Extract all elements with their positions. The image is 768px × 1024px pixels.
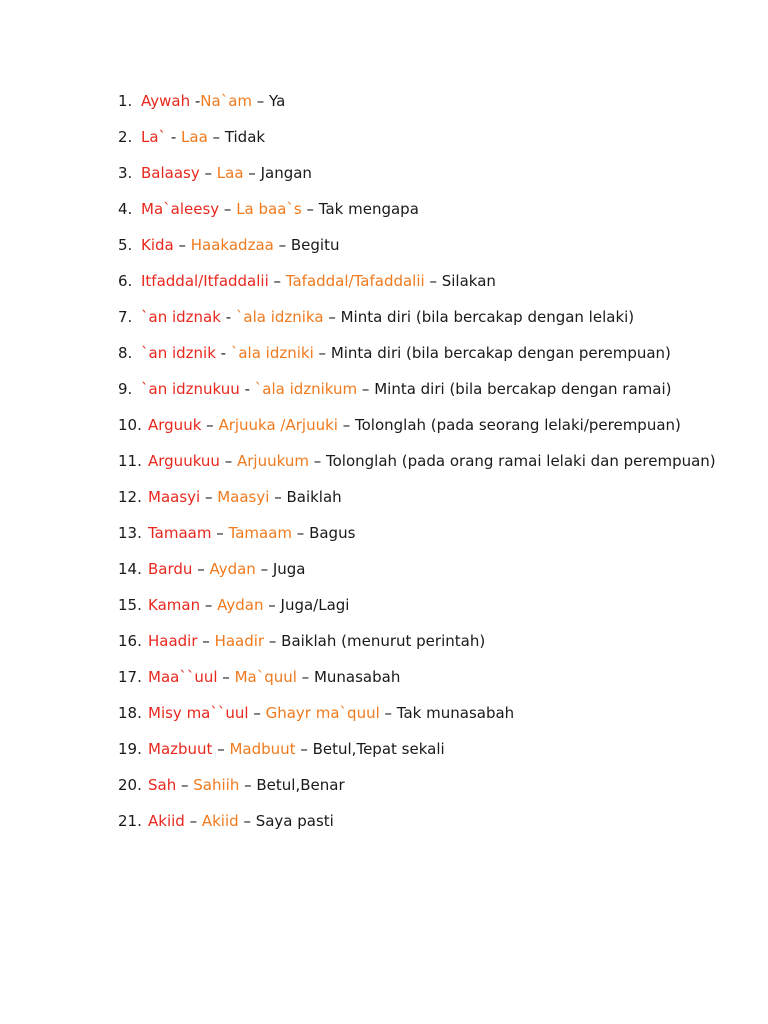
- separator: –: [357, 380, 375, 398]
- separator: –: [379, 704, 397, 722]
- separator: –: [200, 596, 218, 614]
- separator: –: [207, 128, 225, 146]
- standard-term: Ghayr ma`quul: [265, 704, 380, 722]
- item-number: 6.: [118, 272, 133, 290]
- dialect-term: Kaman: [148, 596, 201, 614]
- standard-term: Maasyi: [217, 488, 270, 506]
- separator: –: [313, 344, 331, 362]
- list-item: [118, 272, 718, 290]
- separator: –: [252, 92, 270, 110]
- list-item: [118, 524, 718, 542]
- item-number: 10.: [118, 416, 142, 434]
- dialect-term: Mazbuut: [148, 740, 213, 758]
- meaning: Tolonglah (pada orang ramai lelaki dan perempuan): [326, 452, 716, 470]
- list-item: [118, 812, 718, 830]
- item-number: 5.: [118, 236, 133, 254]
- separator: –: [219, 200, 237, 218]
- item-number: 17.: [118, 668, 142, 686]
- dialect-term: Maasyi: [148, 488, 201, 506]
- standard-term: Haadir: [214, 632, 265, 650]
- separator: –: [201, 416, 219, 434]
- standard-term: Aydan: [217, 596, 264, 614]
- meaning: Baiklah: [286, 488, 342, 506]
- dialect-term: Haadir: [148, 632, 198, 650]
- dialect-term: Tamaam: [148, 524, 212, 542]
- standard-term: Akiid: [201, 812, 239, 830]
- separator: –: [211, 524, 229, 542]
- item-number: 16.: [118, 632, 142, 650]
- list-item: [118, 560, 718, 578]
- standard-term: Arjuukum: [237, 452, 309, 470]
- item-number: 20.: [118, 776, 142, 794]
- meaning: Begitu: [290, 236, 340, 254]
- meaning: Baiklah (menurut perintah): [281, 632, 486, 650]
- dialect-term: Akiid: [148, 812, 185, 830]
- separator: –: [248, 704, 266, 722]
- separator: –: [269, 488, 287, 506]
- standard-term: Haakadzaa: [190, 236, 274, 254]
- separator: –: [184, 812, 202, 830]
- vocabulary-list: [118, 92, 718, 848]
- dialect-term: Maa``uul: [148, 668, 218, 686]
- list-item: [118, 704, 718, 722]
- list-item: [118, 776, 718, 794]
- list-item: [118, 632, 718, 650]
- list-item: [118, 164, 718, 182]
- item-number: 9.: [118, 380, 133, 398]
- item-number: 21.: [118, 812, 142, 830]
- standard-term: `ala idznika: [235, 308, 324, 326]
- meaning: Silakan: [441, 272, 496, 290]
- dialect-term: Misy ma``uul: [148, 704, 249, 722]
- meaning: Minta diri (bila bercakap dengan ramai): [374, 380, 672, 398]
- standard-term: Tafaddal/Tafaddalii: [285, 272, 425, 290]
- standard-term: Ma`quul: [234, 668, 297, 686]
- standard-term: Tamaam: [228, 524, 293, 542]
- separator: –: [200, 488, 218, 506]
- separator: -: [215, 344, 231, 362]
- dialect-term: Arguukuu: [148, 452, 220, 470]
- separator: -: [239, 380, 255, 398]
- separator: –: [264, 632, 282, 650]
- separator: –: [197, 632, 215, 650]
- separator: –: [217, 668, 235, 686]
- dialect-term: Itfaddal/Itfaddalii: [141, 272, 269, 290]
- separator: –: [255, 560, 273, 578]
- separator: –: [295, 740, 313, 758]
- item-number: 18.: [118, 704, 142, 722]
- dialect-term: Arguuk: [148, 416, 202, 434]
- separator: –: [337, 416, 355, 434]
- item-number: 4.: [118, 200, 133, 218]
- meaning: Saya pasti: [255, 812, 334, 830]
- meaning: Juga/Lagi: [280, 596, 350, 614]
- meaning: Tak munasabah: [396, 704, 515, 722]
- list-item: [118, 380, 718, 398]
- standard-term: Madbuut: [229, 740, 296, 758]
- item-number: 19.: [118, 740, 142, 758]
- separator: –: [239, 776, 257, 794]
- separator: –: [243, 164, 261, 182]
- item-number: 1.: [118, 92, 133, 110]
- meaning: Betul,Benar: [256, 776, 345, 794]
- item-number: 11.: [118, 452, 142, 470]
- standard-term: Laa: [216, 164, 244, 182]
- dialect-term: La`: [141, 128, 167, 146]
- separator: –: [199, 164, 217, 182]
- separator: –: [192, 560, 210, 578]
- separator: –: [219, 452, 237, 470]
- separator: –: [292, 524, 310, 542]
- standard-term: Sahiih: [193, 776, 240, 794]
- list-item: [118, 344, 718, 362]
- separator: –: [173, 236, 191, 254]
- separator: -: [220, 308, 236, 326]
- standard-term: Arjuuka /Arjuuki: [218, 416, 338, 434]
- item-number: 15.: [118, 596, 142, 614]
- dialect-term: Ma`aleesy: [141, 200, 220, 218]
- meaning: Jangan: [260, 164, 312, 182]
- standard-term: Aydan: [209, 560, 256, 578]
- separator: –: [296, 668, 314, 686]
- dialect-term: Sah: [148, 776, 177, 794]
- list-item: [118, 200, 718, 218]
- list-item: [118, 452, 718, 470]
- item-number: 13.: [118, 524, 142, 542]
- separator: –: [273, 236, 291, 254]
- meaning: Minta diri (bila bercakap dengan perempuan): [330, 344, 671, 362]
- separator: –: [212, 740, 230, 758]
- list-item: [118, 668, 718, 686]
- separator: –: [263, 596, 281, 614]
- list-item: [118, 416, 718, 434]
- list-item: [118, 740, 718, 758]
- dialect-term: Kida: [141, 236, 174, 254]
- list-item: [118, 236, 718, 254]
- separator: –: [238, 812, 256, 830]
- dialect-term: `an idznak: [141, 308, 221, 326]
- standard-term: Na`am: [200, 92, 252, 110]
- separator: –: [323, 308, 341, 326]
- item-number: 2.: [118, 128, 133, 146]
- separator: –: [301, 200, 319, 218]
- standard-term: `ala idznikum: [254, 380, 358, 398]
- meaning: Minta diri (bila bercakap dengan lelaki): [340, 308, 635, 326]
- meaning: Bagus: [309, 524, 356, 542]
- list-item: [118, 92, 718, 110]
- meaning: Tidak: [224, 128, 266, 146]
- meaning: Juga: [272, 560, 306, 578]
- list-item: [118, 488, 718, 506]
- meaning: Tak mengapa: [318, 200, 419, 218]
- dialect-term: Aywah: [141, 92, 191, 110]
- item-number: 7.: [118, 308, 133, 326]
- item-number: 8.: [118, 344, 133, 362]
- separator: –: [424, 272, 442, 290]
- dialect-term: `an idznukuu: [141, 380, 240, 398]
- standard-term: La baa`s: [236, 200, 302, 218]
- standard-term: Laa: [181, 128, 208, 146]
- separator: -: [190, 92, 201, 110]
- item-number: 3.: [118, 164, 133, 182]
- meaning: Tolonglah (pada seorang lelaki/perempuan): [355, 416, 681, 434]
- item-number: 12.: [118, 488, 142, 506]
- meaning: Munasabah: [313, 668, 401, 686]
- dialect-term: `an idznik: [141, 344, 216, 362]
- separator: –: [176, 776, 194, 794]
- list-item: [118, 308, 718, 326]
- list-item: [118, 596, 718, 614]
- dialect-term: Bardu: [148, 560, 193, 578]
- list-item: [118, 128, 718, 146]
- separator: –: [268, 272, 286, 290]
- separator: -: [166, 128, 182, 146]
- standard-term: `ala idzniki: [230, 344, 314, 362]
- dialect-term: Balaasy: [141, 164, 200, 182]
- item-number: 14.: [118, 560, 142, 578]
- meaning: Ya: [269, 92, 286, 110]
- meaning: Betul,Tepat sekali: [312, 740, 445, 758]
- separator: –: [308, 452, 326, 470]
